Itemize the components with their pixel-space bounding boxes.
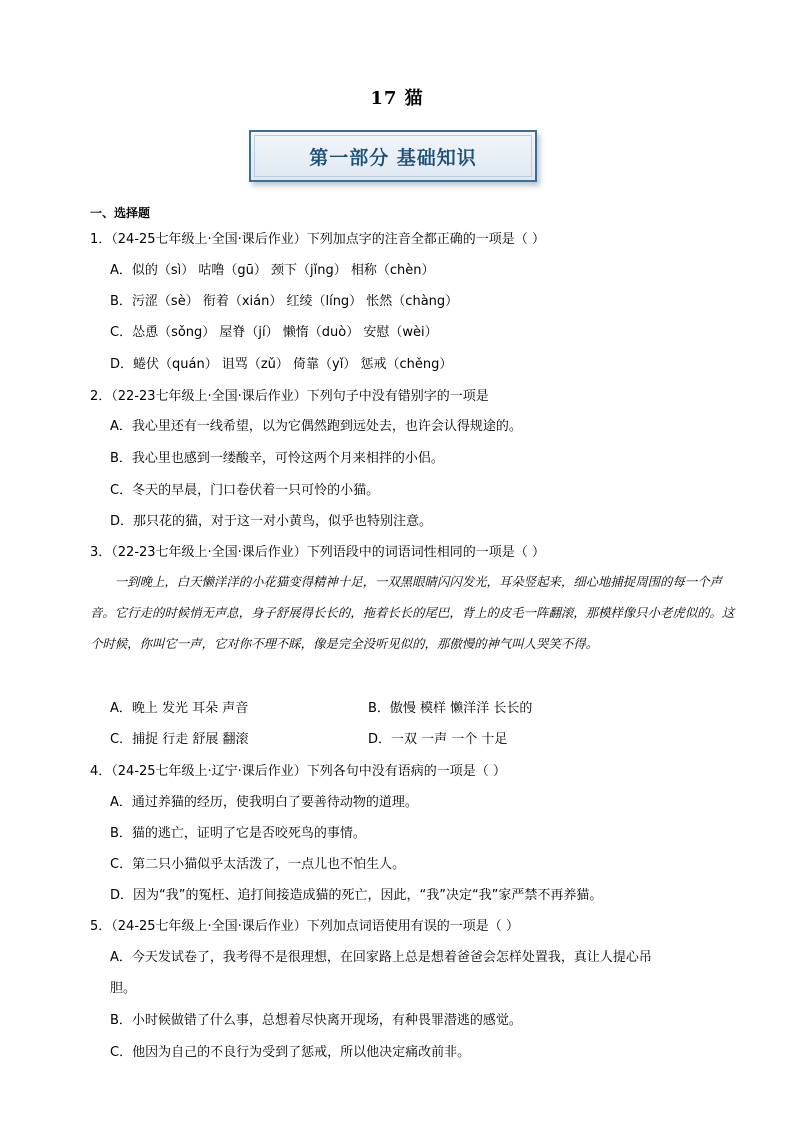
question-1-option-d: D．蜷伏（quán） 诅骂（zǔ） 倚靠（yǐ） 惩戒（chěng） (110, 357, 453, 372)
banner-text: 第一部分 基础知识 (309, 146, 477, 169)
section-heading: 一、选择题 (90, 206, 151, 220)
question-1-option-a: A．似的（sì） 咕噜（gū） 颈下（jǐng） 相称（chèn） (110, 263, 435, 278)
question-2-option-d: D．那只花的猫，对于这一对小黄鸟，似乎也特别注意。 (110, 514, 433, 529)
question-4-option-d: D．因为“我”的冤枉、追打间接造成猫的死亡，因此，“我”决定“我”家严禁不再养猫。 (110, 888, 603, 903)
question-1-stem: 1．（24-25七年级上·全国·课后作业）下列加点字的注音全都正确的一项是（ ） (90, 232, 545, 247)
question-3-stem: 3．（22-23七年级上·全国·课后作业）下列语段中的词语词性相同的一项是（ ） (90, 545, 545, 560)
question-5-option-c: C．他因为自己的不良行为受到了惩戒，所以他决定痛改前非。 (110, 1045, 471, 1060)
section-banner (249, 130, 537, 182)
question-4-option-a: A．通过养猫的经历，使我明白了要善待动物的道理。 (110, 795, 418, 810)
question-3-passage: 一到晚上，白天懒洋洋的小花猫变得精神十足，一双黑眼睛闪闪发光，耳朵竖起来，细心地捕捉周围的每一个声音。它行走的时候悄无声息，身子舒展得长长的，拖着长长的尾巴，背上的皮毛一阵翻滚，那模样像只小老虎似的。这个时候，你叫它一声，它对你不理不睬，像是完全没听见似的，那傲慢的神气叫人哭笑不得。 (90, 574, 735, 651)
question-5-option-b: B．小时候做错了什么事，总想着尽快离开现场，有种畏罪潜逃的感觉。 (110, 1013, 522, 1028)
question-1-option-b: B．污涩（sè） 衔着（xián） 红绫（líng） 怅然（chàng） (110, 294, 459, 309)
question-5-option-a-continued: 胆。 (110, 981, 137, 996)
question-4-option-c: C．第二只小猫似乎太活泼了，一点儿也不怕生人。 (110, 857, 406, 872)
question-2-option-a: A．我心里还有一线希望，以为它偶然跑到远处去，也许会认得规途的。 (110, 419, 522, 434)
question-3-option-c: C．捕捉 行走 舒展 翻滚 (110, 732, 249, 747)
question-4-stem: 4．（24-25七年级上·辽宁·课后作业）下列各句中没有语病的一项是（ ） (90, 764, 506, 779)
question-4-option-b: B．猫的逃亡，证明了它是否咬死鸟的事情。 (110, 826, 366, 841)
question-2-option-b: B．我心里也感到一缕酸辛，可怜这两个月来相拌的小侣。 (110, 451, 444, 466)
question-2-stem: 2．（22-23七年级上·全国·课后作业）下列句子中没有错别字的一项是 (90, 389, 489, 404)
question-3-option-d: D．一双 一声 一个 十足 (368, 732, 508, 747)
question-3-option-b: B．傲慢 模样 懒洋洋 长长的 (368, 701, 533, 716)
page-title: 17 猫 (370, 88, 424, 109)
question-3-option-a: A．晚上 发光 耳朵 声音 (110, 701, 249, 716)
question-2-option-c: C．冬天的早晨，门口卷伏着一只可怜的小猫。 (110, 483, 380, 498)
question-1-option-c: C．怂恿（sǒng） 屋脊（jí） 懒惰（duò） 安慰（wèi） (110, 325, 438, 340)
question-5-stem: 5．（24-25七年级上·全国·课后作业）下列加点词语使用有误的一项是（ ） (90, 919, 519, 934)
question-5-option-a: A．今天发试卷了，我考得不是很理想，在回家路上总是想着爸爸会怎样处置我，真让人提心吊 (110, 950, 652, 965)
